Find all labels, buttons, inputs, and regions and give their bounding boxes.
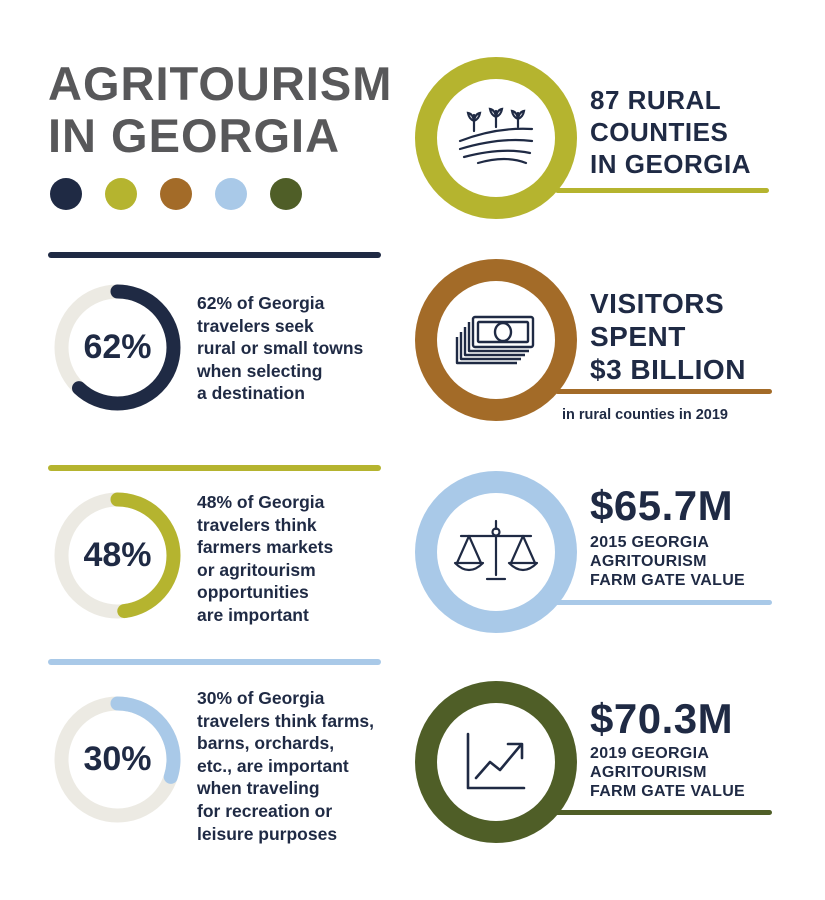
fact-circle xyxy=(415,471,577,633)
text-line: farmers markets xyxy=(197,537,334,558)
text-line: a destination xyxy=(197,383,305,404)
text-line: 87 RURAL xyxy=(590,85,722,115)
color-dot xyxy=(270,178,302,210)
fact-headline xyxy=(590,84,751,180)
color-dot xyxy=(50,178,82,210)
text-line: 2019 GEORGIA xyxy=(590,745,710,762)
fact-subtitle xyxy=(590,533,745,590)
text-line: AGRITOURISM xyxy=(590,764,707,781)
text-line: $3 BILLION xyxy=(590,354,746,385)
percent-label: 48% xyxy=(83,536,152,574)
text-line: travelers think xyxy=(197,514,317,535)
divider-bar xyxy=(48,252,381,258)
stat-description xyxy=(197,687,402,845)
page-title xyxy=(48,58,392,162)
title-line-1: AGRITOURISM xyxy=(48,57,393,110)
fact-value: $70.3M xyxy=(590,695,734,742)
text-line: or agritourism xyxy=(197,559,316,580)
fact-subtitle xyxy=(590,744,745,801)
stat-description xyxy=(197,491,402,627)
text-line: 30% of Georgia xyxy=(197,688,325,708)
text-line: when selecting xyxy=(197,360,323,381)
fact-circle xyxy=(415,57,577,219)
text-line: travelers seek xyxy=(197,315,314,336)
fact-underline xyxy=(555,389,772,394)
text-line: leisure purposes xyxy=(197,823,338,844)
text-line: AGRITOURISM xyxy=(590,553,707,570)
text-line: 62% of Georgia xyxy=(197,293,325,313)
stat-description xyxy=(197,292,402,405)
fact-note: in rural counties in 2019 xyxy=(562,407,728,423)
percent-label: 30% xyxy=(83,740,152,778)
text-line: when traveling xyxy=(197,778,320,799)
growth-chart-icon xyxy=(464,732,528,792)
scales-icon xyxy=(453,519,539,585)
text-line: VISITORS xyxy=(590,288,725,319)
fact-circle xyxy=(415,259,577,421)
farm-field-icon xyxy=(456,107,536,169)
text-line: COUNTIES xyxy=(590,117,729,147)
percent-label: 62% xyxy=(83,328,152,366)
text-line: are important xyxy=(197,604,309,625)
divider-bar xyxy=(48,659,381,665)
divider-bar xyxy=(48,465,381,471)
money-stack-icon xyxy=(455,313,537,367)
text-line: barns, orchards, xyxy=(197,733,335,754)
text-line: FARM GATE VALUE xyxy=(590,572,746,589)
text-line: travelers think farms, xyxy=(197,710,375,731)
text-line: SPENT xyxy=(590,321,686,352)
fact-underline xyxy=(555,600,772,605)
percent-ring xyxy=(50,488,185,623)
percent-ring xyxy=(50,692,185,827)
title-line-2: IN GEORGIA xyxy=(48,109,341,162)
text-line: 48% of Georgia xyxy=(197,492,325,512)
text-line: IN GEORGIA xyxy=(590,149,752,179)
fact-underline xyxy=(555,810,772,815)
color-dot xyxy=(105,178,137,210)
text-line: opportunities xyxy=(197,582,309,603)
fact-headline xyxy=(590,287,746,386)
text-line: rural or small towns xyxy=(197,338,364,359)
color-dots xyxy=(50,178,302,210)
percent-ring xyxy=(50,280,185,415)
text-line: 2015 GEORGIA xyxy=(590,534,710,551)
text-line: etc., are important xyxy=(197,755,349,776)
fact-value: $65.7M xyxy=(590,482,734,529)
fact-underline xyxy=(555,188,769,193)
color-dot xyxy=(215,178,247,210)
color-dot xyxy=(160,178,192,210)
fact-circle xyxy=(415,681,577,843)
text-line: FARM GATE VALUE xyxy=(590,783,746,800)
text-line: for recreation or xyxy=(197,800,333,821)
